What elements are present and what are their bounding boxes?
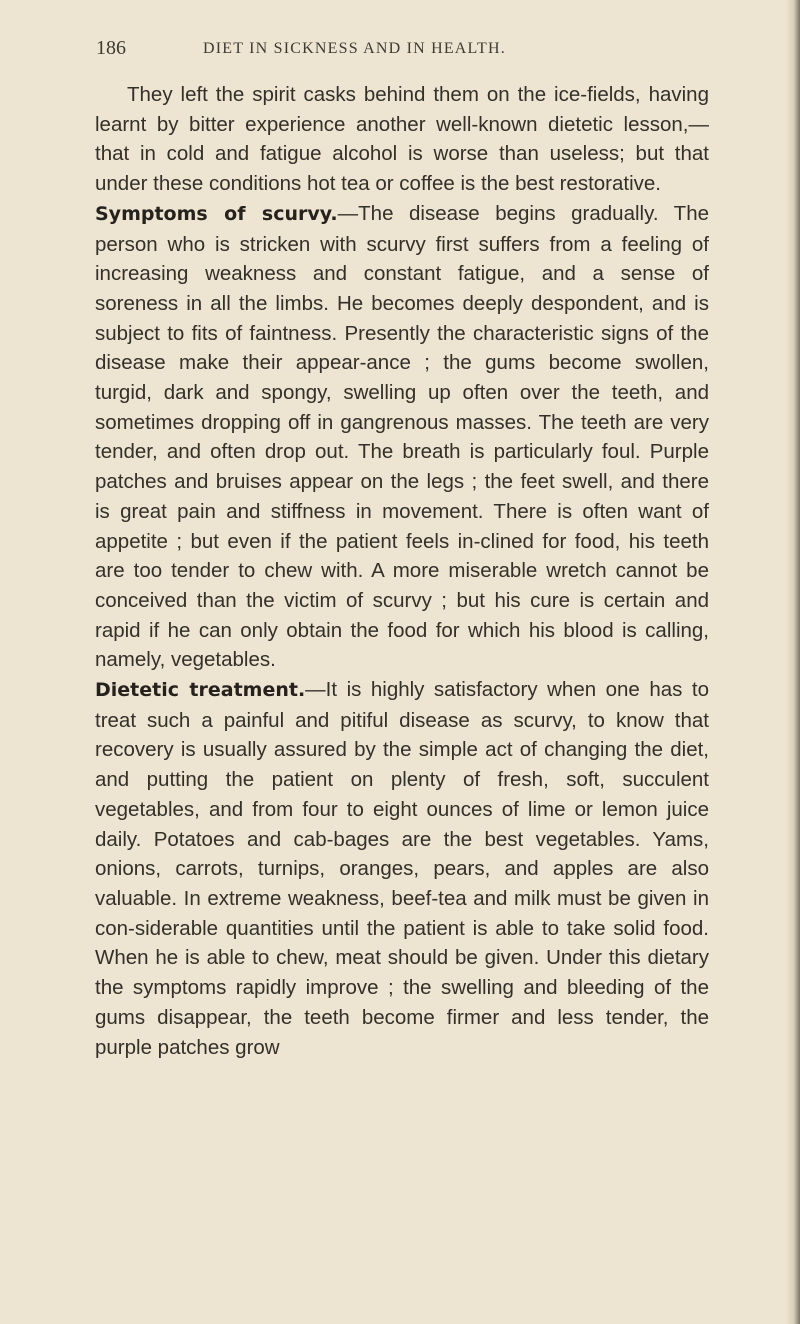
section-heading-treatment: Dietetic treatment. bbox=[95, 679, 306, 702]
paragraph-text: —The disease begins gradually. The person who is stricken with scurvy first suffers from a feeling of increasing weakness and constant fatigue, and a sense of soreness in all the limbs. He becomes deeply despondent, and is subject to fits of faintness. Presently the characteristic signs of the disease make their appear-ance ; the gums become swollen, turgid, dark and spongy, swelling up often over the teeth, and sometimes dropping off in gangrenous masses. The teeth are very tender, and often drop out. The breath is particularly foul. Purple patches and bruises appear on the legs ; the feet swell, and there is great pain and stiffness in movement. There is often want of appetite ; but even if the patient feels in-clined for food, his teeth are too tender to chew with. A more miserable wretch cannot be conceived than the victim of scurvy ; but his cure is certain and rapid if he can only obtain the food for which his blood is calling, namely, vegetables. bbox=[95, 201, 709, 672]
running-title: DIET IN SICKNESS AND IN HEALTH. bbox=[203, 40, 506, 57]
paragraph-symptoms bbox=[95, 199, 709, 675]
paragraph-treatment bbox=[95, 675, 709, 1062]
section-heading-symptoms: Symptoms of scurvy. bbox=[95, 202, 338, 225]
paragraph-intro bbox=[95, 80, 709, 199]
paragraph-text: They left the spirit casks behind them on the ice-fields, having learnt by bitter experience another well-known dietetic lesson,—that in cold and fatigue alcohol is worse than useless; but that under these conditions hot tea or coffee is the best restorative. bbox=[95, 83, 709, 196]
paragraph-text: —It is highly satisfactory when one has to treat such a painful and pitiful disease as scurvy, to know that recovery is usually assured by the simple act of changing the diet, and putting the patient on plenty of fresh, soft, succulent vegetables, and from four to eight ounces of lime or lemon juice daily. Potatoes and cab-bages are the best vegetables. Yams, onions, carrots, turnips, oranges, pears, and apples are also valuable. In extreme weakness, beef-tea and milk must be given in con-siderable quantities until the patient is able to take solid food. When he is able to chew, meat should be given. Under this dietary the symptoms rapidly improve ; the swelling and bleeding of the gums disappear, the teeth become firmer and less tender, the purple patches grow bbox=[95, 678, 709, 1059]
page-number: 186 bbox=[96, 37, 126, 59]
page-edge-shadow bbox=[786, 0, 800, 1324]
body-text bbox=[95, 80, 709, 1062]
